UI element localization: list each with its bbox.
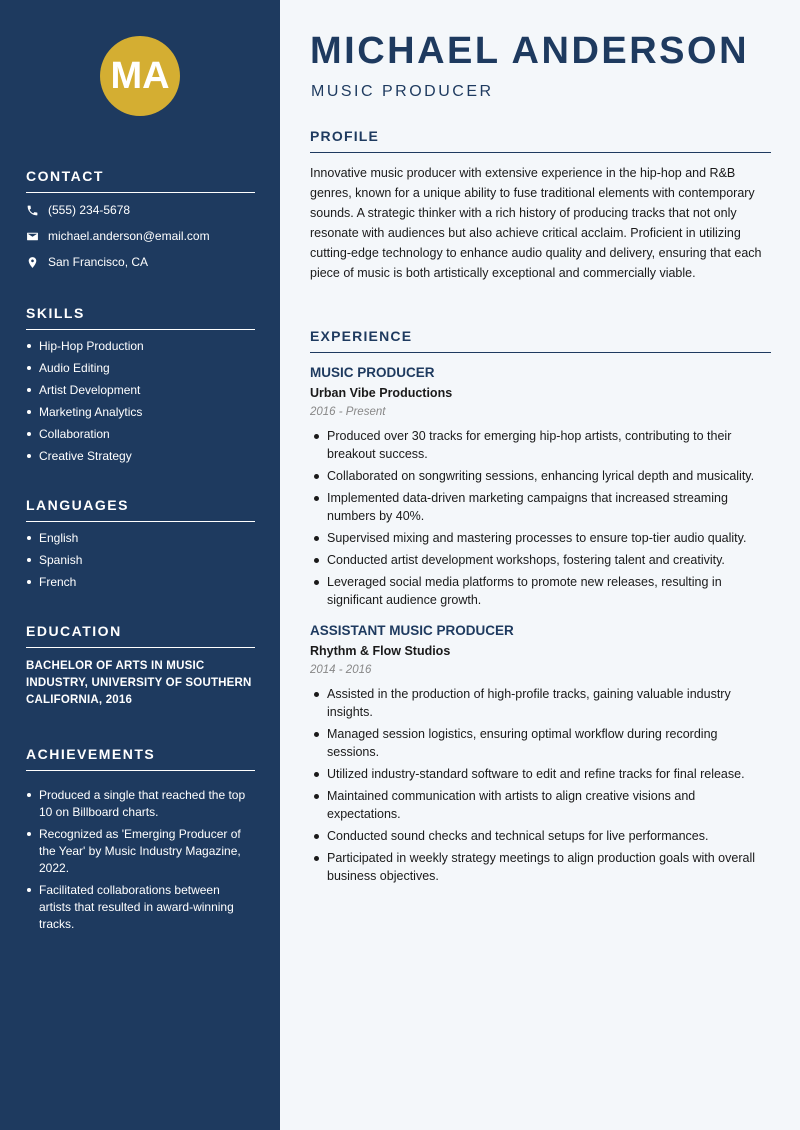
person-name: MICHAEL ANDERSON <box>310 30 750 72</box>
achievements-section <box>26 746 255 938</box>
contact-email <box>26 227 255 245</box>
mail-icon <box>26 230 39 243</box>
education-section <box>26 623 255 709</box>
languages-section <box>26 497 255 596</box>
list-item: Collaborated on songwriting sessions, enhancing lyrical depth and musicality. <box>310 467 771 485</box>
languages-heading: LANGUAGES <box>26 497 255 522</box>
achievements-list <box>26 787 255 933</box>
skills-section <box>26 305 255 470</box>
profile-heading: PROFILE <box>310 128 771 153</box>
job-title: MUSIC PRODUCER <box>310 365 435 380</box>
list-item: Recognized as 'Emerging Producer of the Year' by Music Industry Magazine, 2022. <box>26 826 255 877</box>
phone-icon <box>26 204 39 217</box>
languages-list <box>26 530 255 590</box>
job-dates: 2014 - 2016 <box>310 664 372 676</box>
profile-section <box>310 128 771 283</box>
skills-list <box>26 338 255 464</box>
list-item: Implemented data-driven marketing campaigns that increased streaming numbers by 40%. <box>310 489 771 525</box>
list-item: Utilized industry-standard software to edit and refine tracks for final release. <box>310 765 771 783</box>
education-text: BACHELOR OF ARTS IN MUSIC INDUSTRY, UNIVERSITY OF SOUTHERN CALIFORNIA, 2016 <box>26 660 252 706</box>
contact-phone <box>26 201 255 219</box>
list-item: French <box>26 574 255 590</box>
contact-section <box>26 168 255 271</box>
list-item: Leveraged social media platforms to promote new releases, resulting in significant audience growth. <box>310 573 771 609</box>
location-pin-icon <box>26 256 39 269</box>
list-item: Conducted sound checks and technical setups for live performances. <box>310 827 771 845</box>
list-item: Conducted artist development workshops, fostering talent and creativity. <box>310 551 771 569</box>
phone-text[interactable]: (555) 234-5678 <box>48 203 131 217</box>
list-item: Artist Development <box>26 382 255 398</box>
experience-section <box>310 328 771 889</box>
job-company: Rhythm & Flow Studios <box>310 644 451 658</box>
list-item: Supervised mixing and mastering processes to ensure top-tier audio quality. <box>310 529 771 547</box>
list-item: Audio Editing <box>26 360 255 376</box>
list-item: Facilitated collaborations between artists that resulted in award-winning tracks. <box>26 882 255 933</box>
achievements-heading: ACHIEVEMENTS <box>26 746 255 771</box>
list-item: Assisted in the production of high-profile tracks, gaining valuable industry insights. <box>310 685 771 721</box>
skills-heading: SKILLS <box>26 305 255 330</box>
experience-heading: EXPERIENCE <box>310 328 771 353</box>
location-text: San Francisco, CA <box>48 255 149 269</box>
list-item: English <box>26 530 255 546</box>
profile-text: Innovative music producer with extensive experience in the hip-hop and R&B genres, known for a unique ability to fuse traditional elements with contemporary sounds. A strategic thinker with a rich history of producing tracks that not only resonate with audiences but also achieve critical acclaim. Proficient in utilizing cutting-edge technology to enhance audio quality and delivery, ensuring that each piece of music is both artistically exceptional and commercially viable. <box>310 166 762 280</box>
job-bullets <box>310 685 771 885</box>
education-heading: EDUCATION <box>26 623 255 648</box>
email-text[interactable]: michael.anderson@email.com <box>48 229 210 243</box>
job-dates: 2016 - Present <box>310 406 386 418</box>
list-item: Maintained communication with artists to align creative visions and expectations. <box>310 787 771 823</box>
list-item: Creative Strategy <box>26 448 255 464</box>
contact-heading: CONTACT <box>26 168 255 193</box>
job-title: ASSISTANT MUSIC PRODUCER <box>310 623 514 638</box>
list-item: Managed session logistics, ensuring optimal workflow during recording sessions. <box>310 725 771 761</box>
job-bullets <box>310 427 771 609</box>
contact-location <box>26 253 255 271</box>
list-item: Spanish <box>26 552 255 568</box>
list-item: Participated in weekly strategy meetings to align production goals with overall business objectives. <box>310 849 771 885</box>
list-item: Hip-Hop Production <box>26 338 255 354</box>
sidebar <box>0 0 280 1130</box>
job-entry <box>310 365 771 609</box>
list-item: Collaboration <box>26 426 255 442</box>
main-content <box>280 0 800 1130</box>
list-item: Produced over 30 tracks for emerging hip-hop artists, contributing to their breakout success. <box>310 427 771 463</box>
list-item: Marketing Analytics <box>26 404 255 420</box>
person-role: MUSIC PRODUCER <box>311 83 494 100</box>
avatar: MA <box>100 36 180 116</box>
list-item: Produced a single that reached the top 10 on Billboard charts. <box>26 787 255 821</box>
job-entry <box>310 623 771 885</box>
job-company: Urban Vibe Productions <box>310 386 453 400</box>
